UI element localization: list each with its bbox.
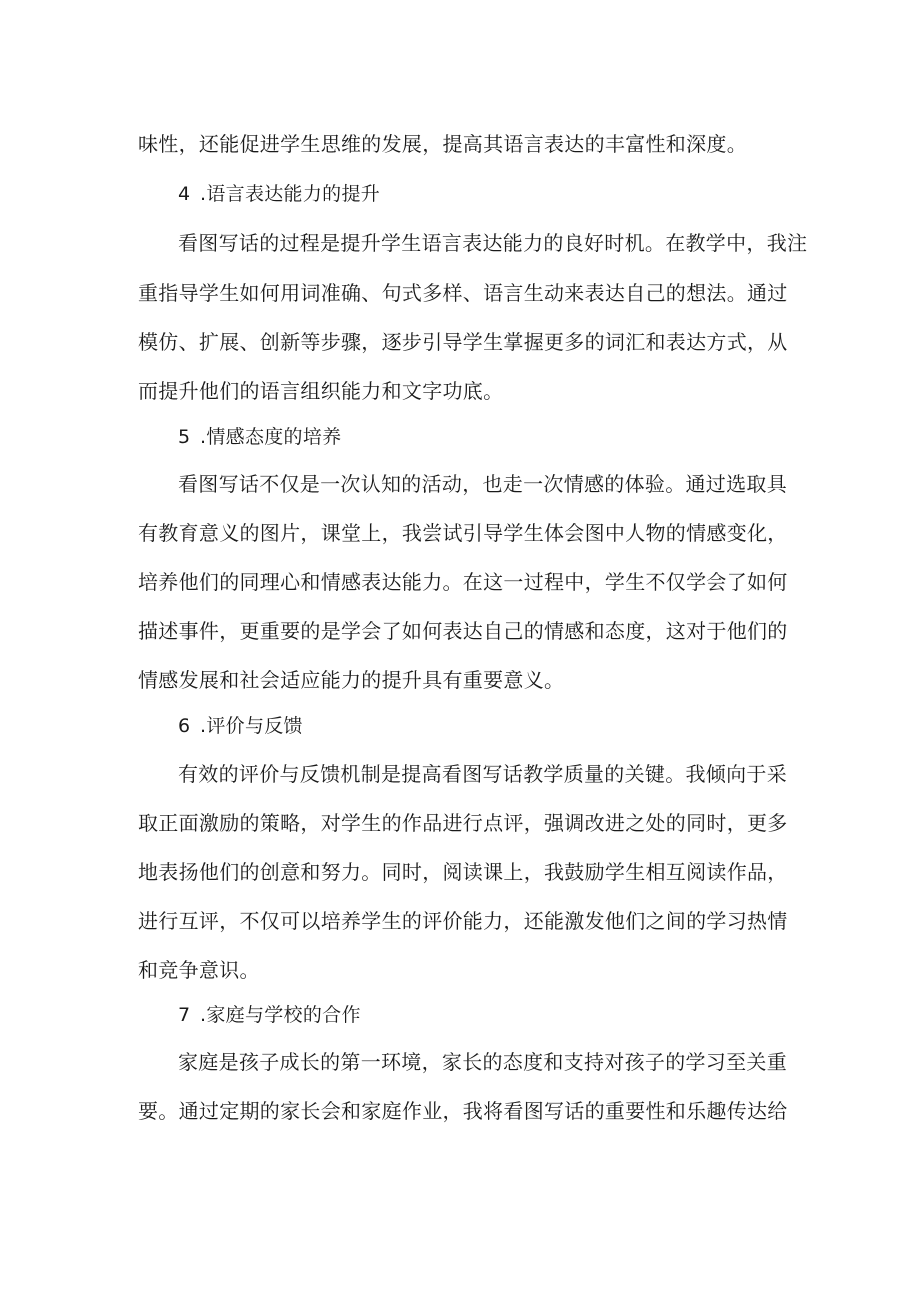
- paragraph-line: 重指导学生如何用词准确、句式多样、语言生动来表达自己的想法。通过: [138, 281, 788, 305]
- paragraph-line: 进行互评，不仅可以培养学生的评价能力，还能激发他们之间的学习热情: [138, 909, 788, 933]
- heading-title: .家庭与学校的合作: [200, 1004, 361, 1026]
- section-heading-4: [178, 182, 838, 206]
- paragraph-line: 模仿、扩展、创新等步骤，逐步引导学生掌握更多的词汇和表达方式，从: [138, 330, 788, 354]
- heading-number: 7: [178, 1004, 191, 1026]
- heading-title: .评价与反馈: [200, 715, 303, 737]
- section-heading-5: [178, 425, 838, 449]
- paragraph-line: 有效的评价与反馈机制是提高看图写话教学质量的关键。我倾向于采: [178, 762, 787, 786]
- paragraph-line: 培养他们的同理心和情感表达能力。在这一过程中，学生不仅学会了如何: [138, 570, 788, 594]
- paragraph-line: 而提升他们的语言组织能力和文字功底。: [138, 379, 504, 403]
- paragraph-line: 地表扬他们的创意和努力。同时，阅读课上，我鼓励学生相互阅读作品，: [138, 860, 788, 884]
- heading-number: 4: [178, 183, 191, 205]
- paragraph-line: 和竞争意识。: [138, 958, 260, 982]
- heading-number: 5: [178, 426, 191, 448]
- paragraph-line: 味性，还能促进学生思维的发展，提高其语言表达的丰富性和深度。: [138, 132, 747, 156]
- paragraph-line: 要。通过定期的家长会和家庭作业，我将看图写话的重要性和乐趣传达给: [138, 1099, 788, 1123]
- heading-title: .语言表达能力的提升: [200, 183, 381, 205]
- heading-number: 6: [178, 715, 191, 737]
- paragraph-line: 看图写话的过程是提升学生语言表达能力的良好时机。在教学中，我注: [178, 231, 808, 255]
- paragraph-line: 家庭是孩子成长的第一环境，家长的态度和支持对孩子的学习至关重: [178, 1050, 787, 1074]
- paragraph-line: 看图写话不仅是一次认知的活动，也走一次情感的体验。通过选取具: [178, 472, 787, 496]
- paragraph-line: 描述事件，更重要的是学会了如何表达自己的情感和态度，这对于他们的: [138, 619, 788, 643]
- paragraph-line: 有教育意义的图片，课堂上，我尝试引导学生体会图中人物的情感变化，: [138, 521, 788, 545]
- section-heading-7: [178, 1003, 838, 1027]
- paragraph-line: 情感发展和社会适应能力的提升具有重要意义。: [138, 668, 565, 692]
- paragraph-line: 取正面激励的策略，对学生的作品进行点评，强调改进之处的同时，更多: [138, 811, 788, 835]
- section-heading-6: [178, 714, 838, 738]
- heading-title: .情感态度的培养: [200, 426, 342, 448]
